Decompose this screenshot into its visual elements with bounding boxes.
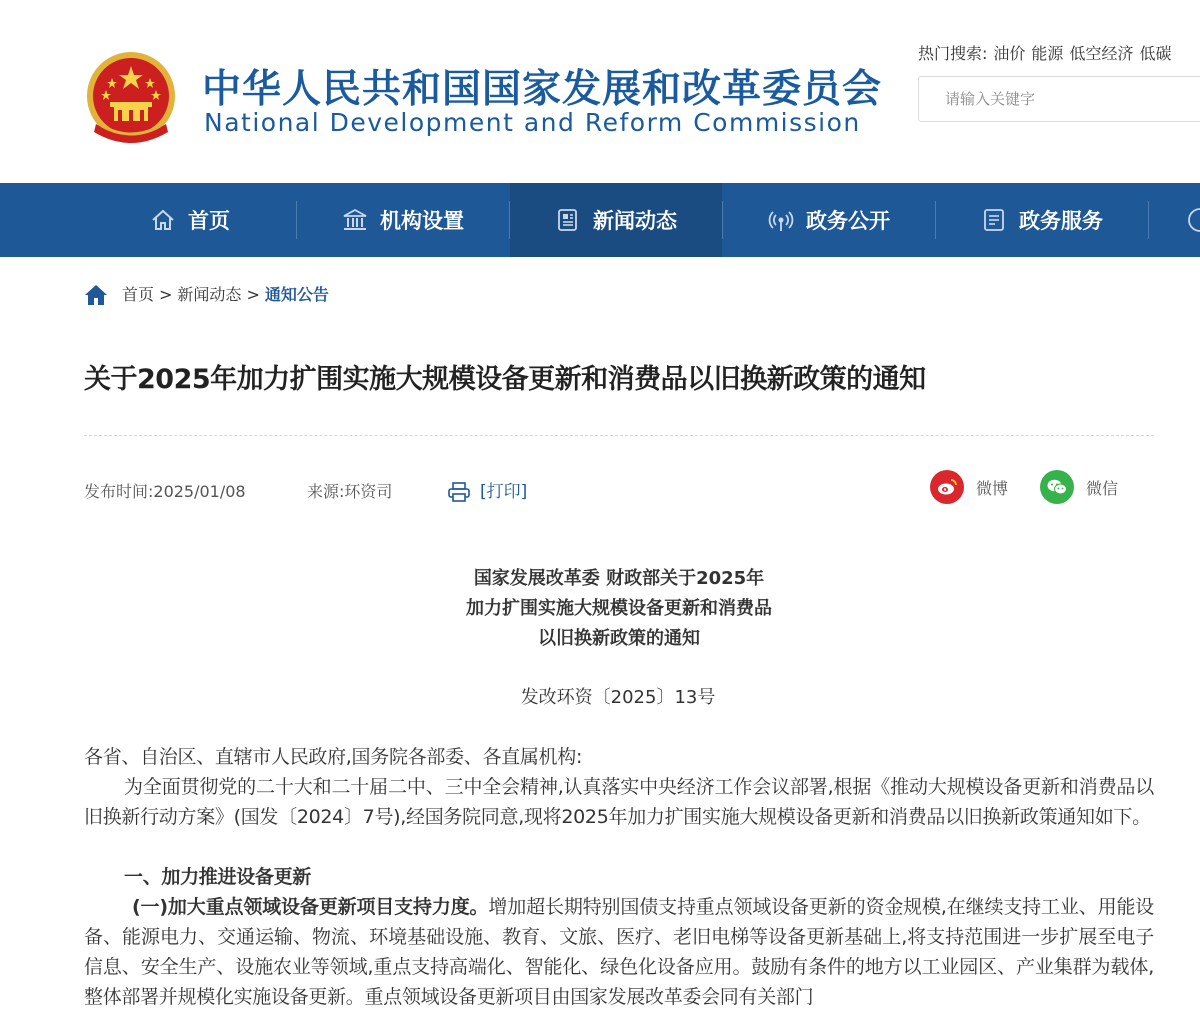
home-icon[interactable] bbox=[84, 284, 108, 306]
hot-keyword-link[interactable]: 低空经济 bbox=[1069, 44, 1134, 63]
news-icon bbox=[555, 207, 581, 233]
service-icon bbox=[981, 207, 1007, 233]
body-paragraph bbox=[84, 892, 1154, 1013]
print-label: [打印] bbox=[480, 482, 528, 502]
weibo-icon bbox=[930, 470, 964, 504]
document-heading bbox=[0, 564, 1200, 654]
nav-item-label: 政务公开 bbox=[806, 209, 890, 233]
nav-item-home[interactable] bbox=[84, 183, 296, 257]
document-heading-line: 国家发展改革委 财政部关于2025年 bbox=[473, 568, 765, 589]
site-header bbox=[0, 0, 1200, 183]
nav-item-news[interactable] bbox=[510, 183, 722, 257]
breadcrumb bbox=[84, 282, 329, 308]
printer-icon bbox=[448, 482, 470, 502]
breadcrumb-home-link[interactable]: 首页 bbox=[122, 285, 155, 304]
main-nav bbox=[0, 183, 1200, 257]
print-button[interactable] bbox=[448, 480, 527, 504]
site-title-en: National Development and Reform Commission bbox=[204, 108, 861, 137]
share-wechat-button[interactable] bbox=[1040, 470, 1118, 504]
share-wechat-label: 微信 bbox=[1086, 478, 1119, 498]
nav-item-label: 政务服务 bbox=[1019, 209, 1103, 233]
breadcrumb-separator: > bbox=[159, 285, 173, 304]
addressee-paragraph: 各省、自治区、直辖市人民政府,国务院各部委、各直属机构: bbox=[84, 746, 583, 768]
home-icon bbox=[150, 207, 176, 233]
national-emblem-logo[interactable] bbox=[82, 50, 180, 150]
nav-item-gov-affairs[interactable] bbox=[723, 183, 935, 257]
section-heading: 一、加力推进设备更新 bbox=[124, 866, 312, 888]
hot-search-label: 热门搜索: bbox=[918, 44, 988, 63]
nav-item-label: 新闻动态 bbox=[593, 209, 677, 233]
nav-item-label: 机构设置 bbox=[380, 209, 464, 233]
intro-paragraph: 为全面贯彻党的二十大和二十届二中、三中全会精神,认真落实中央经济工作会议部署,根据《推动大规模设备更新和消费品以旧换新行动方案》(国发〔2024〕7号),经国务院同意,现将2025年加力扩围实施大规模设备更新和消费品以旧换新政策通知如下。 bbox=[84, 776, 1154, 828]
site-title-cn[interactable]: 中华人民共和国国家发展和改革委员会 bbox=[202, 67, 883, 112]
nav-item-institutions[interactable] bbox=[297, 183, 509, 257]
institution-icon bbox=[342, 207, 368, 233]
breadcrumb-news-link[interactable]: 新闻动态 bbox=[177, 285, 242, 304]
article-source: 来源:环资司 bbox=[307, 482, 393, 501]
document-heading-line: 以旧换新政策的通知 bbox=[538, 628, 700, 649]
item-text: 增加超长期特别国债支持重点领域设备更新的资金规模,在继续支持工业、用能设备、能源电力、交通运输、物流、环境基础设施、教育、文旅、医疗、老旧电梯等设备更新基础上,将支持范围进一步扩展至电子信息、安全生产、设施农业等领域,重点支持高端化、智能化、绿色化设备应用。鼓励有条件的地方以工业园区、产业集群为载体,整体部署并规模化实施设备更新。重点领域设备更新项目由国家发展改革委会同有关部门 bbox=[84, 896, 1154, 1008]
nav-item-gov-services[interactable] bbox=[936, 183, 1148, 257]
breadcrumb-separator: > bbox=[246, 285, 260, 304]
search-input[interactable] bbox=[918, 76, 1200, 122]
broadcast-icon bbox=[768, 207, 794, 233]
hot-keyword-link[interactable]: 低碳 bbox=[1139, 44, 1172, 63]
document-number: 发改环资〔2025〕13号 bbox=[520, 687, 716, 708]
nav-divider bbox=[1148, 201, 1149, 239]
hot-search bbox=[918, 42, 1171, 66]
breadcrumb-current[interactable]: 通知公告 bbox=[264, 285, 329, 304]
article-title: 关于2025年加力扩围实施大规模设备更新和消费品以旧换新政策的通知 bbox=[84, 364, 926, 395]
hot-keyword-link[interactable]: 油价 bbox=[993, 44, 1026, 63]
share-weibo-label: 微博 bbox=[976, 478, 1009, 498]
item-heading: (一)加大重点领域设备更新项目支持力度。 bbox=[132, 896, 489, 918]
hot-keyword-link[interactable]: 能源 bbox=[1031, 44, 1064, 63]
nav-item-label: 首页 bbox=[188, 209, 230, 233]
title-divider bbox=[84, 435, 1154, 436]
publish-time: 发布时间:2025/01/08 bbox=[84, 482, 246, 501]
document-heading-line: 加力扩围实施大规模设备更新和消费品 bbox=[466, 598, 772, 619]
more-nav-icon[interactable] bbox=[1187, 207, 1200, 233]
share-weibo-button[interactable] bbox=[930, 470, 1008, 504]
wechat-icon bbox=[1040, 470, 1074, 504]
